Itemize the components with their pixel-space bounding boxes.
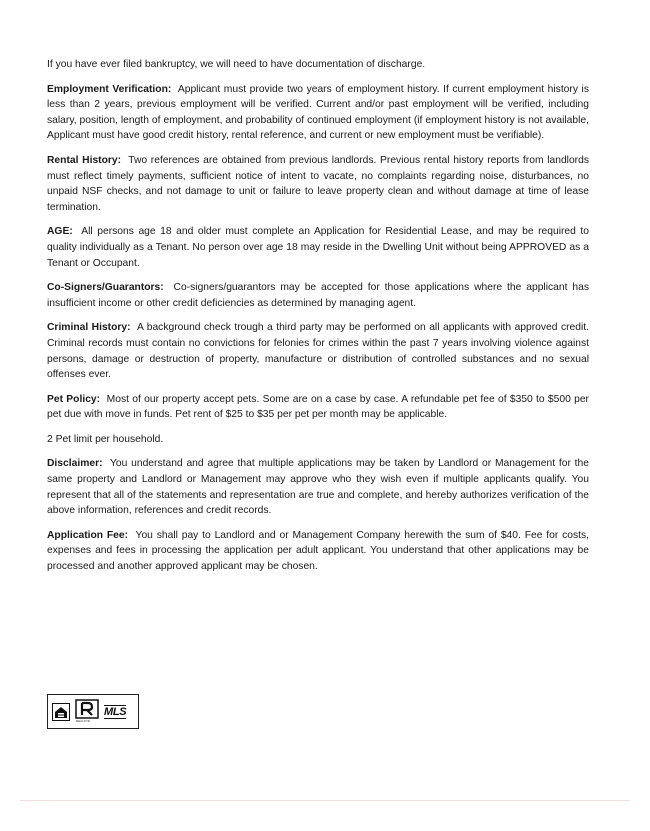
paragraph-age: AGE: All persons age 18 and older must complete an Application for Residential Lease, and may be required to quality individually as a Tenant. No person over age 18 may reside in the Dwelling Unit without being APPROVED as a Tenant or Occupant.	[47, 226, 589, 269]
equal-housing-icon	[52, 703, 70, 721]
paragraph-pet-limit: 2 Pet limit per household.	[47, 433, 164, 445]
paragraph-application-fee: Application Fee: You shall pay to Landlord and or Management Company herewith the sum of $40. Fee for costs, expenses and fees in processing the application per adult applicant. You understand that other applications may be processed and another approved applicant may be chosen.	[47, 529, 589, 573]
realtor-logo-icon	[74, 699, 100, 725]
paragraph-bankruptcy: If you have ever filed bankruptcy, we will need to have documentation of discharge.	[47, 59, 426, 70]
paragraph-disclaimer: Disclaimer: You understand and agree that multiple applications may be taken by Landlord or Management for the same property and Landlord or Management may approve who they wish even if multiple applicants qualify. You represent that all of the statements and representation are true and complete, and hereby authorizes verification of the above information, references and credit records.	[47, 458, 590, 517]
paragraph-pet-policy: Pet Policy: Most of our property accept pets. Some are on a case by case. A refundable pet fee of $350 to $500 per pet due with move in funds. Pet rent of $25 to $35 per pet per month may be applicable.	[47, 393, 589, 421]
paragraph-rental-history: Rental History: Two references are obtained from previous landlords. Previous rental history reports from landlords must reflect timely payments, sufficient notice of intent to vacate, no complaints regarding noise, disturbances, no unpaid NSF checks, and not damage to unit or failure to leave property clean and without damage at time of lease termination.	[47, 154, 589, 213]
logo-strip	[47, 694, 139, 729]
paragraph-employment-verification: Employment Verification: Applicant must provide two years of employment history. If current employment history is less than 2 years, previous employment will be verified. Current and/or past employment will be verified, including salary, position, length of employment, and probability of continued employment (if employment history is not available, Applicant must have good credit history, rental reference, and current or new employment must be verifiable).	[47, 83, 589, 142]
realtor-label: REALTOR	[76, 718, 90, 723]
paragraph-co-signers: Co-Signers/Guarantors: Co-signers/guarantors may be accepted for those applications where the applicant has insufficient income or other credit deficiencies as determined by managing agent.	[47, 282, 589, 309]
page-bottom-rule	[20, 800, 630, 801]
paragraph-criminal-history: Criminal History: A background check trough a third party may be performed on all applicants with approved credit. Criminal records must contain no convictions for felonies for crimes within the past 7 years involving violence against persons, damage or destruction of property, manufacture or distribution of controlled substances and no sexual offenses ever.	[47, 322, 590, 381]
document-body	[47, 57, 589, 584]
mls-logo: MLS	[104, 705, 127, 718]
